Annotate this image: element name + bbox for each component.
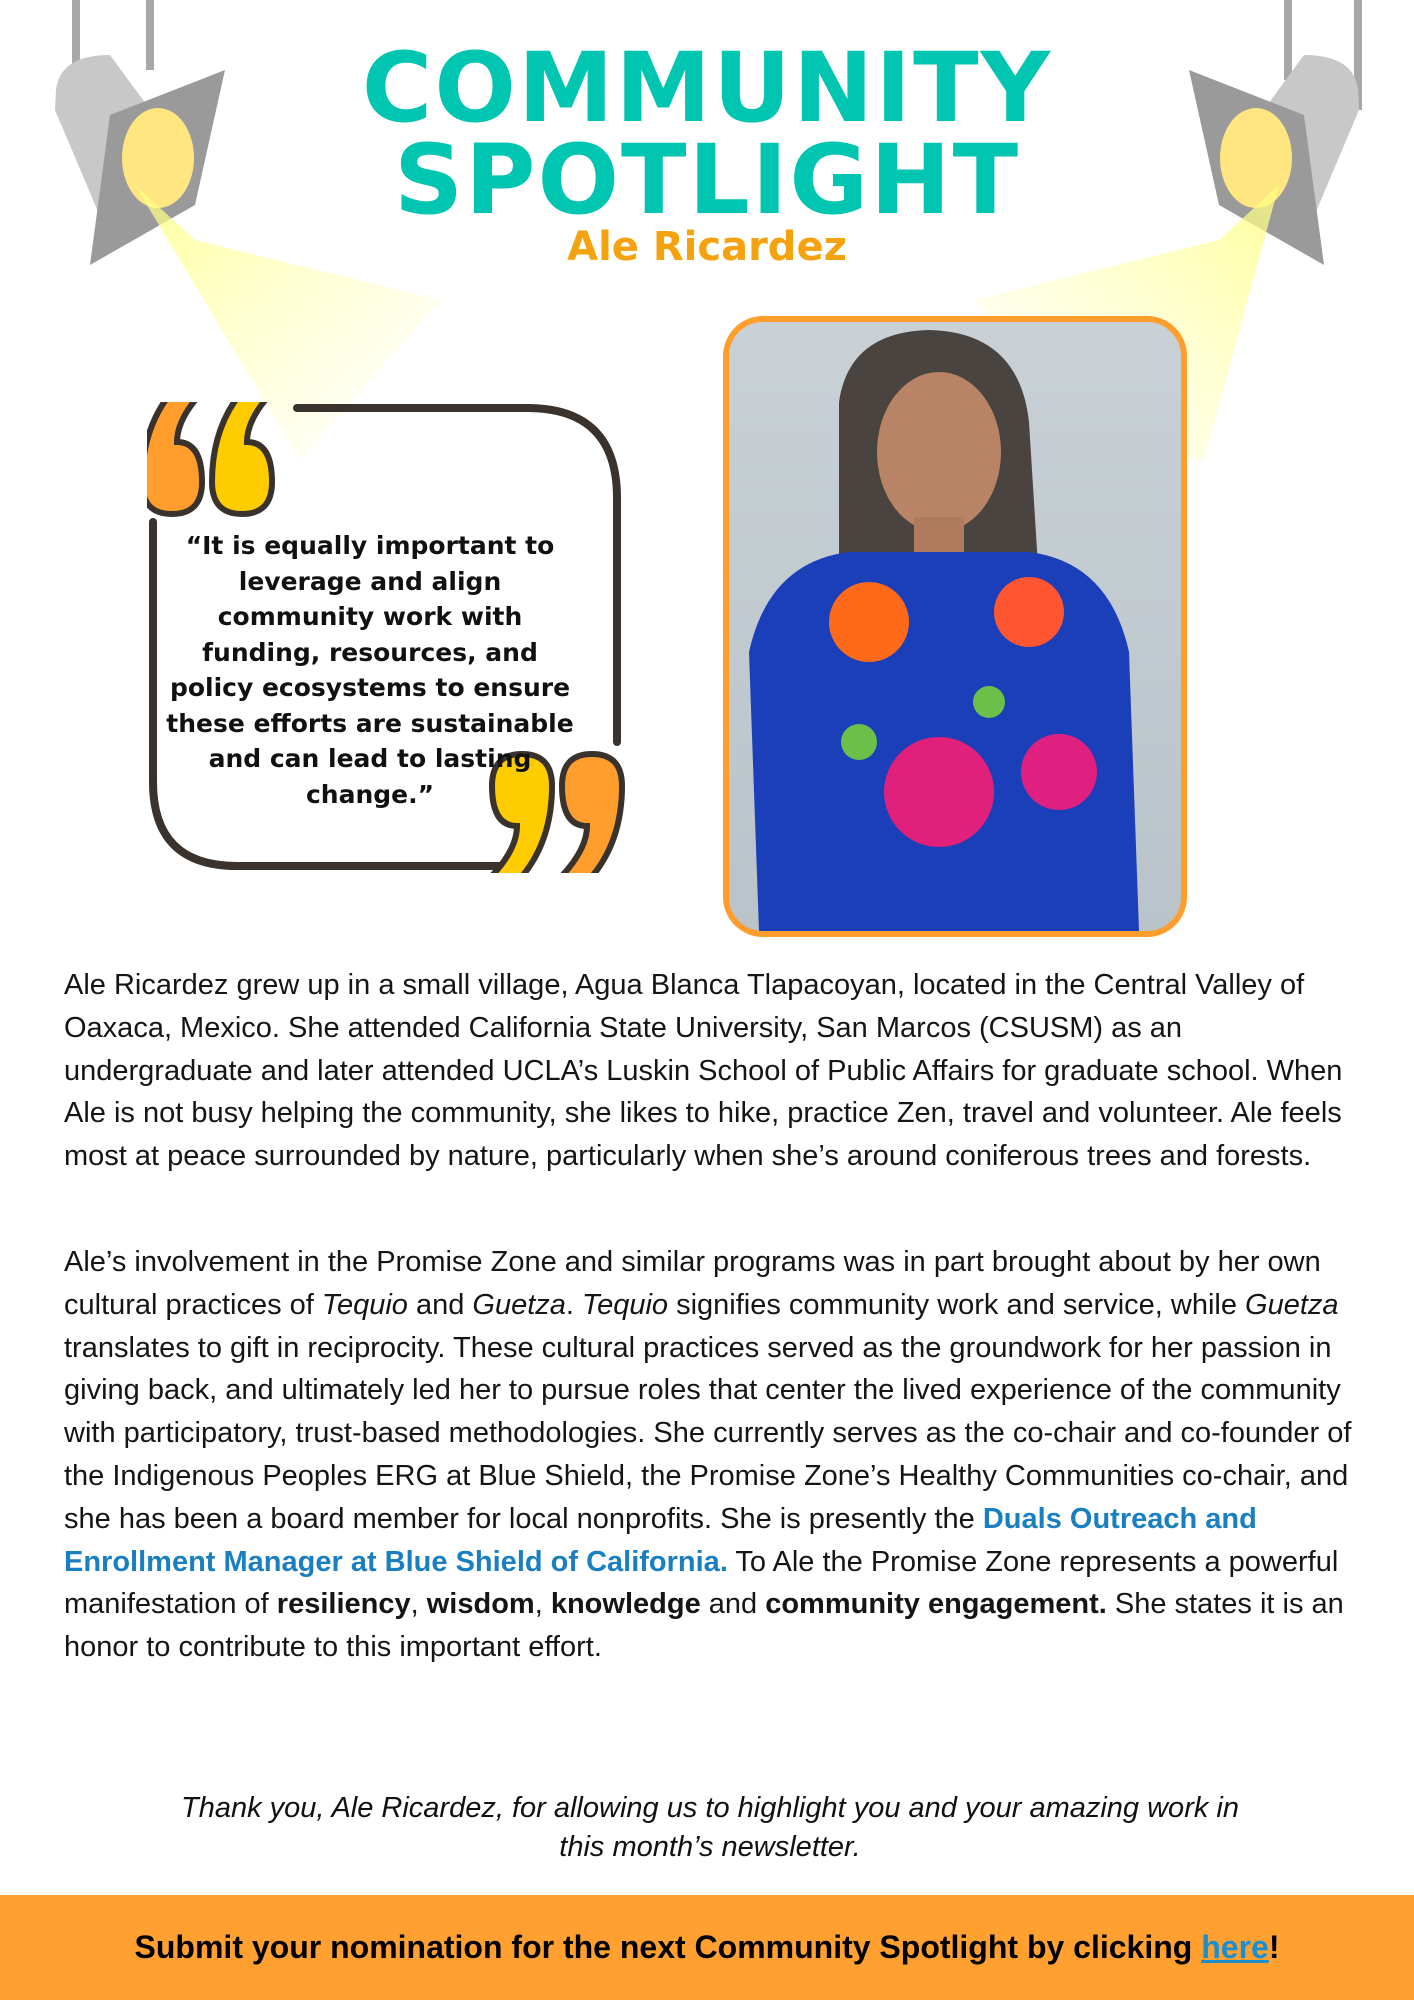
term-tequio: Tequio <box>582 1288 669 1321</box>
spotlight-name: Ale Ricardez <box>567 224 847 270</box>
text: , <box>534 1588 551 1621</box>
term-guetza: Guetza <box>1245 1288 1339 1321</box>
nomination-link[interactable]: here <box>1201 1929 1269 1965</box>
nomination-text: Submit your nomination for the next Community Spotlight by clicking <box>134 1929 1202 1965</box>
text: and <box>700 1588 766 1621</box>
term-tequio: Tequio <box>321 1288 408 1321</box>
text: . <box>565 1288 583 1321</box>
text: translates to gift in reciprocity. These cultural practices served as the groundwork for her passion in giving back, and ultimately led her to pursue roles that center the lived experience of the community with participatory, trust-based methodologies. She currently serves as the co-chair and co-founder of the Indigenous Peoples ERG at Blue Shield, the Promise Zone’s Healthy Communities co-chair, and she has been a board member for local nonprofits. She is presently the <box>64 1331 1352 1535</box>
text: and <box>407 1288 473 1321</box>
title-line-1: COMMUNITY <box>361 32 1053 144</box>
open-quote-icon <box>147 402 277 514</box>
page-title <box>0 32 1414 236</box>
portrait-illustration <box>729 322 1181 931</box>
bio-paragraph-1: Ale Ricardez grew up in a small village, Agua Blanca Tlapacoyan, located in the Central Valley of Oaxaca, Mexico. She attended California State University, San Marcos (CSUSM) as an undergraduate and later attended UCLA’s Luskin School of Public Affairs for graduate school. When Ale is not busy helping the community, she likes to hike, practice Zen, travel and volunteer. Ale feels most at peace surrounded by nature, particularly when she’s around coniferous trees and forests. <box>64 969 1343 1173</box>
term-guetza: Guetza <box>472 1288 566 1321</box>
keyword-community-engagement: community engagement. <box>765 1588 1107 1621</box>
text: signifies community work and service, while <box>668 1288 1246 1321</box>
nomination-banner <box>0 1895 1414 2000</box>
bio-paragraph-2 <box>64 1241 1354 1669</box>
role-link[interactable]: Duals Outreach and Enrollment Manager at Blue Shield of California. <box>64 1502 1257 1578</box>
nomination-end: ! <box>1268 1929 1280 1965</box>
title-line-2: SPOTLIGHT <box>393 124 1021 236</box>
text: She states it is an honor to contribute to this important effort. <box>64 1588 1344 1664</box>
portrait-photo <box>723 316 1187 937</box>
text: , <box>410 1588 427 1621</box>
thank-you-note: Thank you, Ale Ricardez, for allowing us to highlight you and your amazing work in this month’s newsletter. <box>181 1792 1239 1863</box>
quote-text: “It is equally important to leverage and align community work with funding, resources, and policy ecosystems to ensure these efforts are sustainable and can lead to lasting change.” <box>166 531 574 809</box>
keyword-knowledge: knowledge <box>550 1588 701 1621</box>
text: To Ale the Promise Zone represents a powerful manifestation of <box>64 1545 1339 1621</box>
keyword-resiliency: resiliency <box>276 1588 411 1621</box>
text: Ale’s involvement in the Promise Zone and similar programs was in part brought about by her own cultural practices of <box>64 1246 1321 1321</box>
keyword-wisdom: wisdom <box>426 1588 535 1621</box>
